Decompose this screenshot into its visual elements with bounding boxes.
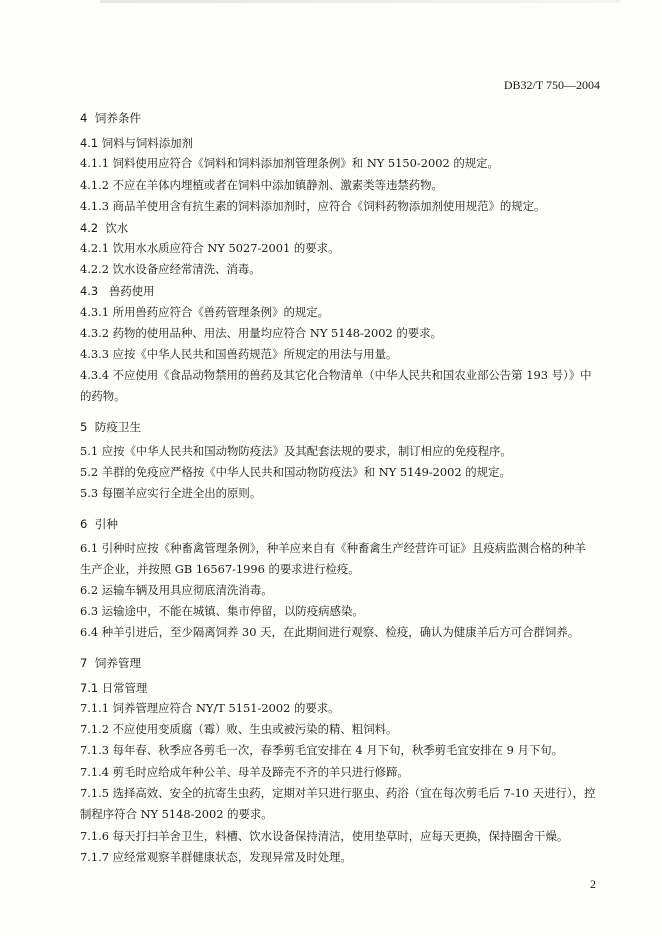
clause-4-3-2: 4.3.2 药物的使用品种、用法、用量均应符合 NY 5148-2002 的要求。	[80, 326, 442, 340]
clause-5-2: 5.2 羊群的免疫应严格按《中华人民共和国动物防疫法》和 NY 5149-2002 的规定。	[80, 465, 511, 479]
clause-6-1: 6.1 引种时应按《种畜禽管理条例》，种羊应来自有《种畜禽生产经营许可证》且疫病监测合格的种羊	[80, 541, 586, 555]
section-heading-6: 6 引种	[80, 517, 118, 531]
clause-4-2-1: 4.2.1 饮用水水质应符合 NY 5027-2001 的要求。	[80, 241, 340, 255]
subsection-heading-4-1: 4.1 饲料与饲料添加剂	[80, 136, 193, 150]
clause-4-1-3: 4.1.3 商品羊使用含有抗生素的饲料添加剂时，应符合《饲料药物添加剂使用规范》的规定。	[80, 199, 546, 213]
clause-6-3: 6.3 运输途中，不能在城镇、集市停留，以防疫病感染。	[80, 604, 364, 618]
clause-7-1-6: 7.1.6 每天打扫羊舍卫生，料槽、饮水设备保持清洁，使用垫草时，应每天更换，保持圈舍干燥。	[80, 829, 569, 843]
page-number: 2	[590, 877, 596, 891]
clause-7-1-4: 7.1.4 剪毛时应给成年种公羊、母羊及蹄壳不齐的羊只进行修蹄。	[80, 765, 409, 779]
clause-7-1-1: 7.1.1 饲养管理应符合 NY/T 5151-2002 的要求。	[80, 701, 340, 715]
clause-4-3-3: 4.3.3 应按《中华人民共和国兽药规范》所规定的用法与用量。	[80, 347, 398, 361]
clause-7-1-7: 7.1.7 应经常观察羊群健康状态，发现异常及时处理。	[80, 850, 352, 864]
section-heading-5: 5 防疫卫生	[80, 420, 142, 434]
clause-4-1-1: 4.1.1 饲料使用应符合《饲料和饲料添加剂管理条例》和 NY 5150-2002 的规定。	[80, 156, 499, 170]
clause-7-1-5-continued: 制程序符合 NY 5148-2002 的要求。	[80, 807, 273, 821]
section-heading-7: 7 饲养管理	[80, 656, 142, 670]
clause-4-3-1: 4.3.1 所用兽药应符合《兽药管理条例》的规定。	[80, 305, 330, 319]
clause-4-3-4-continued: 的药物。	[80, 389, 126, 403]
clause-7-1-2: 7.1.2 不应使用变质腐（霉）败、生虫或被污染的精、粗饲料。	[80, 722, 398, 736]
subsection-heading-4-3: 4.3 兽药使用	[80, 284, 155, 298]
subsection-heading-7-1: 7.1 日常管理	[80, 681, 148, 695]
clause-5-3: 5.3 每圈羊应实行全进全出的原则。	[80, 486, 262, 500]
clause-7-1-5: 7.1.5 选择高效、安全的抗寄生虫药，定期对羊只进行驱虫、药浴（宜在每次剪毛后 7-10 天进行），控	[80, 786, 596, 800]
document-code: DB32/T 750—2004	[503, 78, 600, 92]
clause-4-3-4: 4.3.4 不应使用《食品动物禁用的兽药及其它化合物清单（中华人民共和国农业部公告第 193 号）》中	[80, 368, 592, 382]
clause-6-2: 6.2 运输车辆及用具应彻底清洗消毒。	[80, 583, 273, 597]
clause-4-1-2: 4.1.2 不应在羊体内埋植或者在饲料中添加镇静剂、激素类等违禁药物。	[80, 178, 443, 192]
clause-6-1-continued: 生产企业，并按照 GB 16567-1996 的要求进行检疫。	[80, 562, 360, 576]
clause-4-2-2: 4.2.2 饮水设备应经常清洗、消毒。	[80, 262, 261, 276]
clause-6-4: 6.4 种羊引进后，至少隔离饲养 30 天，在此期间进行观察、检疫，确认为健康羊后方可合群饲养。	[80, 625, 580, 639]
clause-5-1: 5.1 应按《中华人民共和国动物防疫法》及其配套法规的要求，制订相应的免疫程序。	[80, 444, 512, 458]
clause-7-1-3: 7.1.3 每年春、秋季应各剪毛一次，春季剪毛宜安排在 4 月下旬，秋季剪毛宜安排在 9 月下旬。	[80, 743, 564, 757]
subsection-heading-4-2: 4.2 饮水	[80, 221, 129, 235]
section-heading-4: 4 饲养条件	[80, 111, 142, 125]
scan-artifact	[100, 0, 620, 3]
